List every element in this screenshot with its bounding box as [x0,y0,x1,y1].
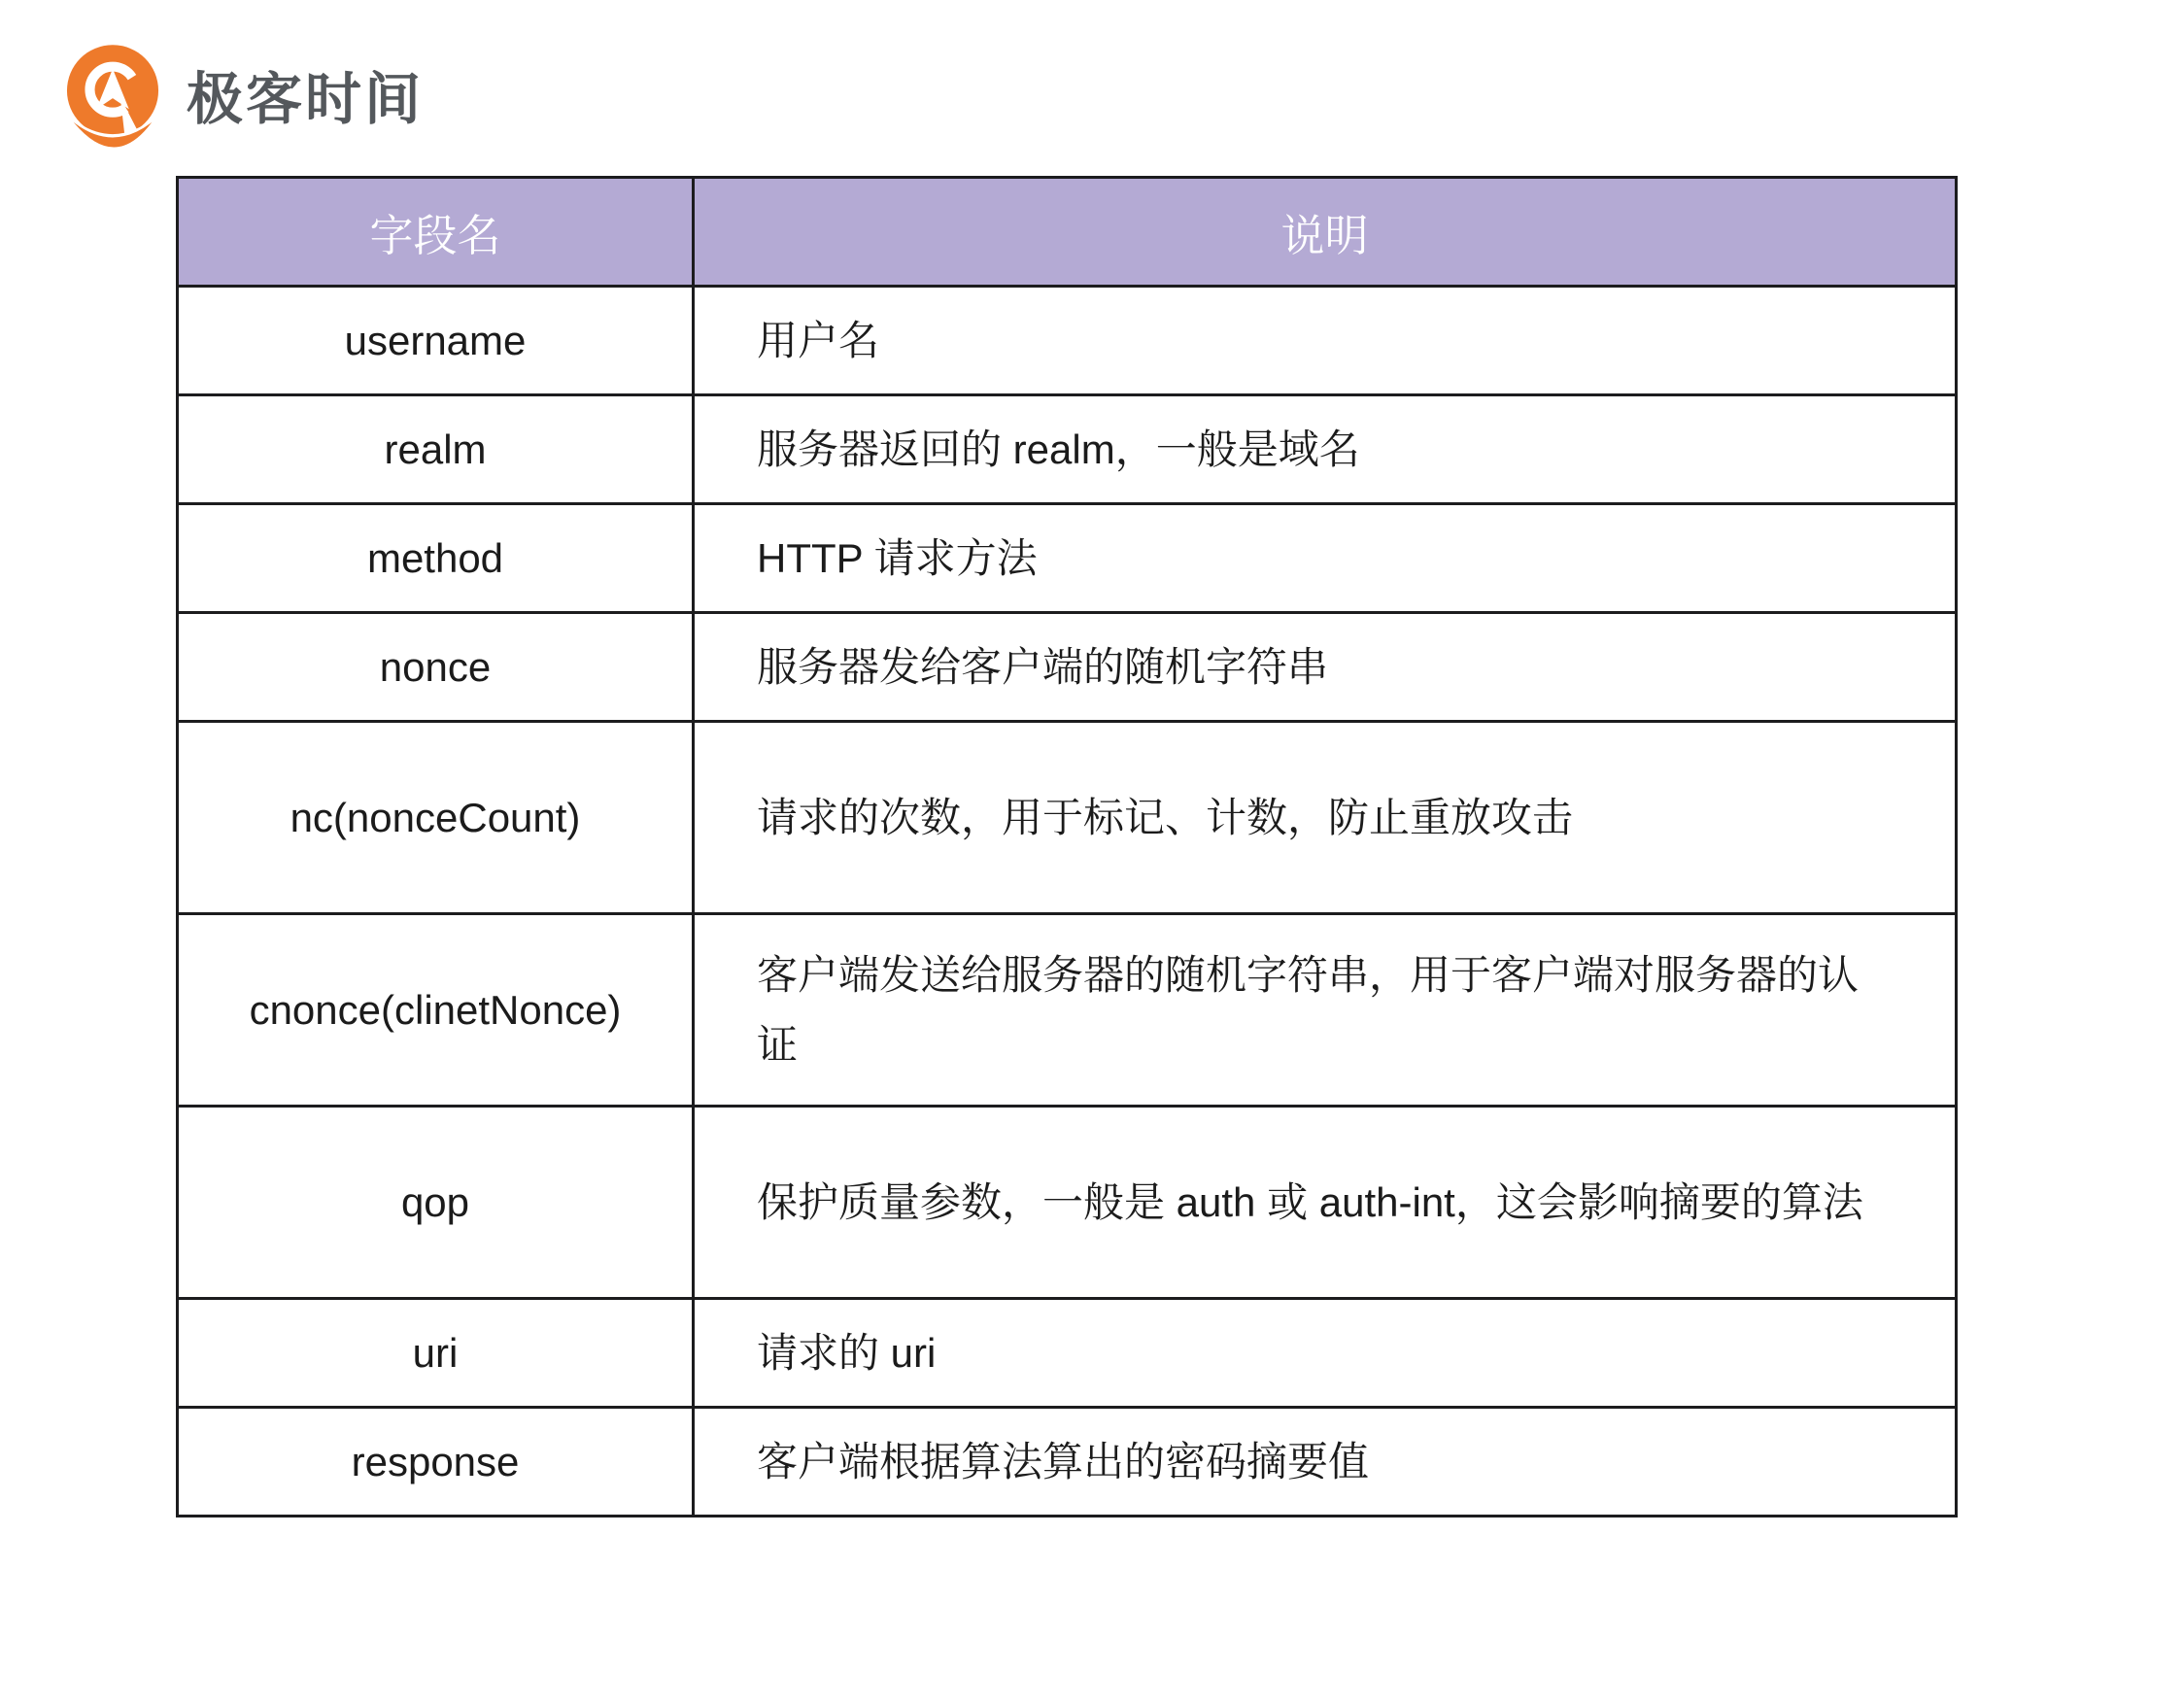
description-cell: 请求的次数，用于标记、计数，防止重放攻击 [694,722,1957,914]
table-row [178,395,1957,504]
description-cell: 客户端根据算法算出的密码摘要值 [694,1408,1957,1517]
description-cell: 服务器返回的 realm，一般是域名 [694,395,1957,504]
table-row [178,722,1957,914]
field-cell: nc(nonceCount) [178,722,694,914]
description-cell: 服务器发给客户端的随机字符串 [694,613,1957,722]
description-cell: 保护质量参数，一般是 auth 或 auth-int，这会影响摘要的算法 [694,1107,1957,1299]
geektime-logo-icon [58,43,167,152]
geektime-logo [58,43,424,152]
description-cell: 客户端发送给服务器的随机字符串，用于客户端对服务器的认证 [694,914,1957,1107]
digest-auth-fields-table [176,176,1958,1517]
table-row [178,613,1957,722]
description-cell: 用户名 [694,287,1957,395]
field-cell: cnonce(clinetNonce) [178,914,694,1107]
table-row [178,1107,1957,1299]
table-row [178,504,1957,613]
table-row [178,1299,1957,1408]
brand-name: 极客时间 [187,68,425,131]
table-row [178,1408,1957,1517]
table-row [178,287,1957,395]
table-header-field: 字段名 [178,178,694,287]
field-cell: realm [178,395,694,504]
field-cell: qop [178,1107,694,1299]
table-header-row [178,178,1957,287]
field-cell: method [178,504,694,613]
description-cell: 请求的 uri [694,1299,1957,1408]
field-cell: username [178,287,694,395]
table-header-description: 说明 [694,178,1957,287]
field-cell: response [178,1408,694,1517]
table-row [178,914,1957,1107]
field-cell: uri [178,1299,694,1408]
field-cell: nonce [178,613,694,722]
description-cell: HTTP 请求方法 [694,504,1957,613]
